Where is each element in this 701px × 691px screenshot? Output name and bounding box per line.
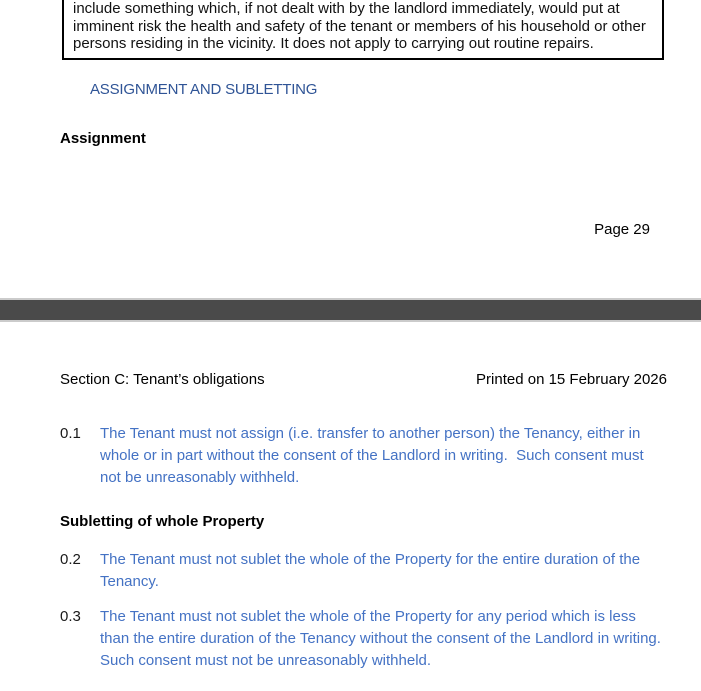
clause-number: 0.3 bbox=[60, 608, 81, 625]
assignment-subheading: Assignment bbox=[60, 130, 146, 147]
clause-row bbox=[60, 549, 661, 593]
subletting-subheading: Subletting of whole Property bbox=[60, 513, 265, 530]
clause-text: The Tenant must not assign (i.e. transfer to another person) the Tenancy, either in whole or in part without the consent of the Landlord in writing. Such consent must not be unreasonably withheld. bbox=[100, 425, 648, 486]
page-number-footer: Page 29 bbox=[594, 221, 650, 238]
page-header-printed-date: Printed on 15 February 2026 bbox=[476, 371, 667, 388]
page-header-section-label: Section C: Tenant’s obligations bbox=[60, 371, 265, 388]
clause-row bbox=[60, 606, 666, 672]
page-header bbox=[60, 371, 667, 388]
section-heading-assignment-and-subletting: ASSIGNMENT AND SUBLETTING bbox=[90, 81, 318, 98]
clause-number: 0.2 bbox=[60, 551, 81, 568]
clause-text: The Tenant must not sublet the whole of the Property for any period which is less than the entire duration of the Tenancy without the consent of the Landlord in writing. Such consent must not be unreasonably withheld. bbox=[100, 608, 666, 669]
clause-text: The Tenant must not sublet the whole of the Property for the entire duration of the Tenancy. bbox=[100, 551, 644, 590]
clause-number: 0.1 bbox=[60, 425, 81, 442]
important-notice-box bbox=[62, 0, 664, 60]
notice-box-text: include something which, if not dealt with by the landlord immediately, would put at imminent risk the health and safety of the tenant or members of his household or other persons residing in the vicinity. It does not apply to carrying out routine repairs. bbox=[73, 0, 646, 53]
clause-row bbox=[60, 423, 661, 489]
page-separator-bar bbox=[0, 298, 701, 322]
